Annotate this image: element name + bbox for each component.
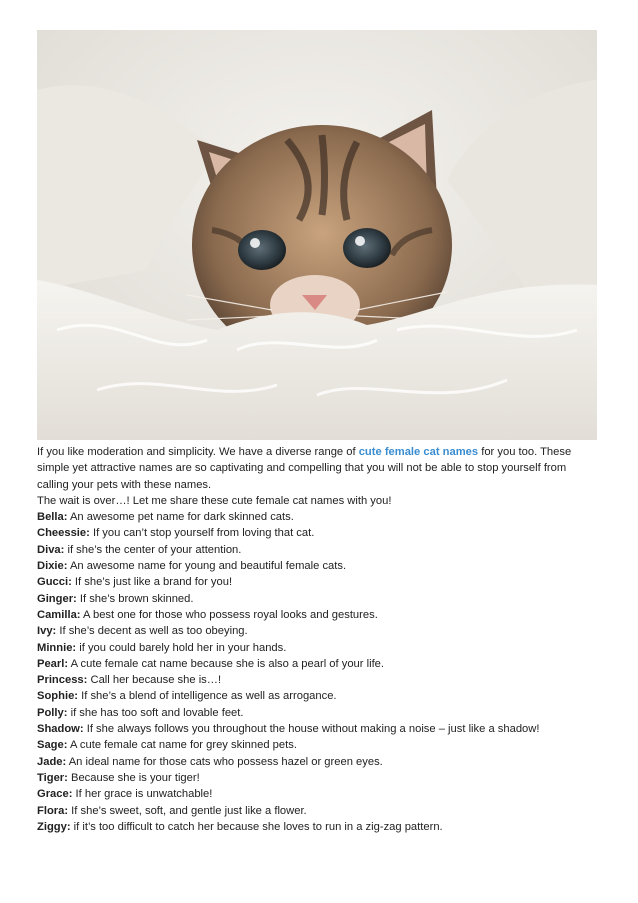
cute-female-cat-names-link[interactable]: cute female cat names: [358, 446, 479, 458]
cat-name-description: A cute female cat name because she is also a pearl of your life.: [68, 657, 385, 670]
cat-name: Gucci:: [37, 576, 72, 589]
cat-name: Princess:: [37, 674, 88, 687]
cat-name: Tiger:: [37, 771, 68, 784]
cat-name-entry: [37, 591, 599, 607]
cat-name: Diva:: [37, 543, 65, 556]
cat-name-entry: [37, 672, 599, 688]
cat-name-description: Call her because she is…!: [87, 674, 222, 687]
cat-name-description: If she’s decent as well as too obeying.: [56, 625, 248, 638]
cat-name: Dixie:: [37, 560, 68, 573]
cat-name-entry: [37, 754, 599, 770]
cat-name: Cheessie:: [37, 527, 90, 540]
cat-name-entry: [37, 623, 599, 639]
intro-text-continued: for you too. These simple yet attractive names are so captivating and compelling that you will not be able to stop yourself from calling your pets with these names.: [37, 446, 572, 491]
cat-name-entry: [37, 721, 599, 737]
cat-name-entry: [37, 509, 599, 525]
cat-name: Pearl:: [37, 657, 69, 670]
intro-text: If you like moderation and simplicity. We have a diverse range of: [37, 446, 359, 458]
cat-name-entry: [37, 688, 599, 704]
cat-name-entry: [37, 770, 599, 786]
cat-name-description: if you could barely hold her in your hands.: [76, 641, 287, 654]
cat-name-description: If she’s just like a brand for you!: [71, 576, 233, 589]
cat-name: Shadow:: [37, 723, 84, 736]
cat-name-description: A cute female cat name for grey skinned pets.: [67, 739, 297, 752]
cat-name-description: if it’s too difficult to catch her because she loves to run in a zig-zag pattern.: [70, 820, 443, 833]
cat-name-entry: [37, 607, 599, 623]
cat-names-list: [37, 509, 599, 835]
cat-name: Ginger:: [37, 592, 77, 605]
cat-name-description: if she has too soft and lovable feet.: [67, 706, 244, 719]
cat-name-description: If you can’t stop yourself from loving that cat.: [89, 527, 315, 540]
cat-name-entry: [37, 819, 599, 835]
cat-name: Ziggy:: [37, 820, 71, 833]
cat-name: Camilla:: [37, 608, 81, 621]
cat-name-entry: [37, 542, 599, 558]
cat-name-entry: [37, 656, 599, 672]
cat-name-entry: [37, 525, 599, 541]
cat-name-description: If her grace is unwatchable!: [72, 788, 213, 801]
cat-name-entry: [37, 786, 599, 802]
cat-name-entry: [37, 574, 599, 590]
cat-name-description: If she’s sweet, soft, and gentle just like a flower.: [68, 804, 307, 817]
cat-name-description: If she always follows you throughout the house without making a noise – just like a shadow!: [83, 723, 540, 736]
cat-name-entry: [37, 737, 599, 753]
cat-name: Sophie:: [37, 690, 79, 703]
cat-name: Flora:: [37, 804, 69, 817]
cat-name-description: An awesome name for young and beautiful female cats.: [67, 560, 347, 573]
cat-name-description: A best one for those who possess royal looks and gestures.: [80, 608, 378, 621]
cat-name-description: if she’s the center of your attention.: [64, 543, 242, 556]
cat-name: Bella:: [37, 511, 68, 524]
cat-name: Polly:: [37, 706, 68, 719]
kitten-photo: [37, 30, 597, 440]
cat-name: Grace:: [37, 788, 73, 801]
cat-name: Sage:: [37, 739, 68, 752]
cat-name: Minnie:: [37, 641, 77, 654]
cat-name-entry: [37, 705, 599, 721]
article-body: [37, 444, 599, 835]
cat-name-entry: [37, 803, 599, 819]
cat-name-description: Because she is your tiger!: [67, 771, 200, 784]
cat-name-description: If she’s a blend of intelligence as well as arrogance.: [78, 690, 337, 703]
cat-name-entry: [37, 558, 599, 574]
lead-in: The wait is over…! Let me share these cute female cat names with you!: [37, 494, 392, 507]
cat-name-description: An ideal name for those cats who possess hazel or green eyes.: [66, 755, 383, 768]
cat-name-description: If she’s brown skinned.: [76, 592, 194, 605]
cat-name: Ivy:: [37, 625, 57, 638]
cat-name-entry: [37, 640, 599, 656]
intro-paragraph: [37, 444, 599, 493]
cat-name: Jade:: [37, 755, 67, 768]
cat-name-description: An awesome pet name for dark skinned cats.: [67, 511, 294, 524]
